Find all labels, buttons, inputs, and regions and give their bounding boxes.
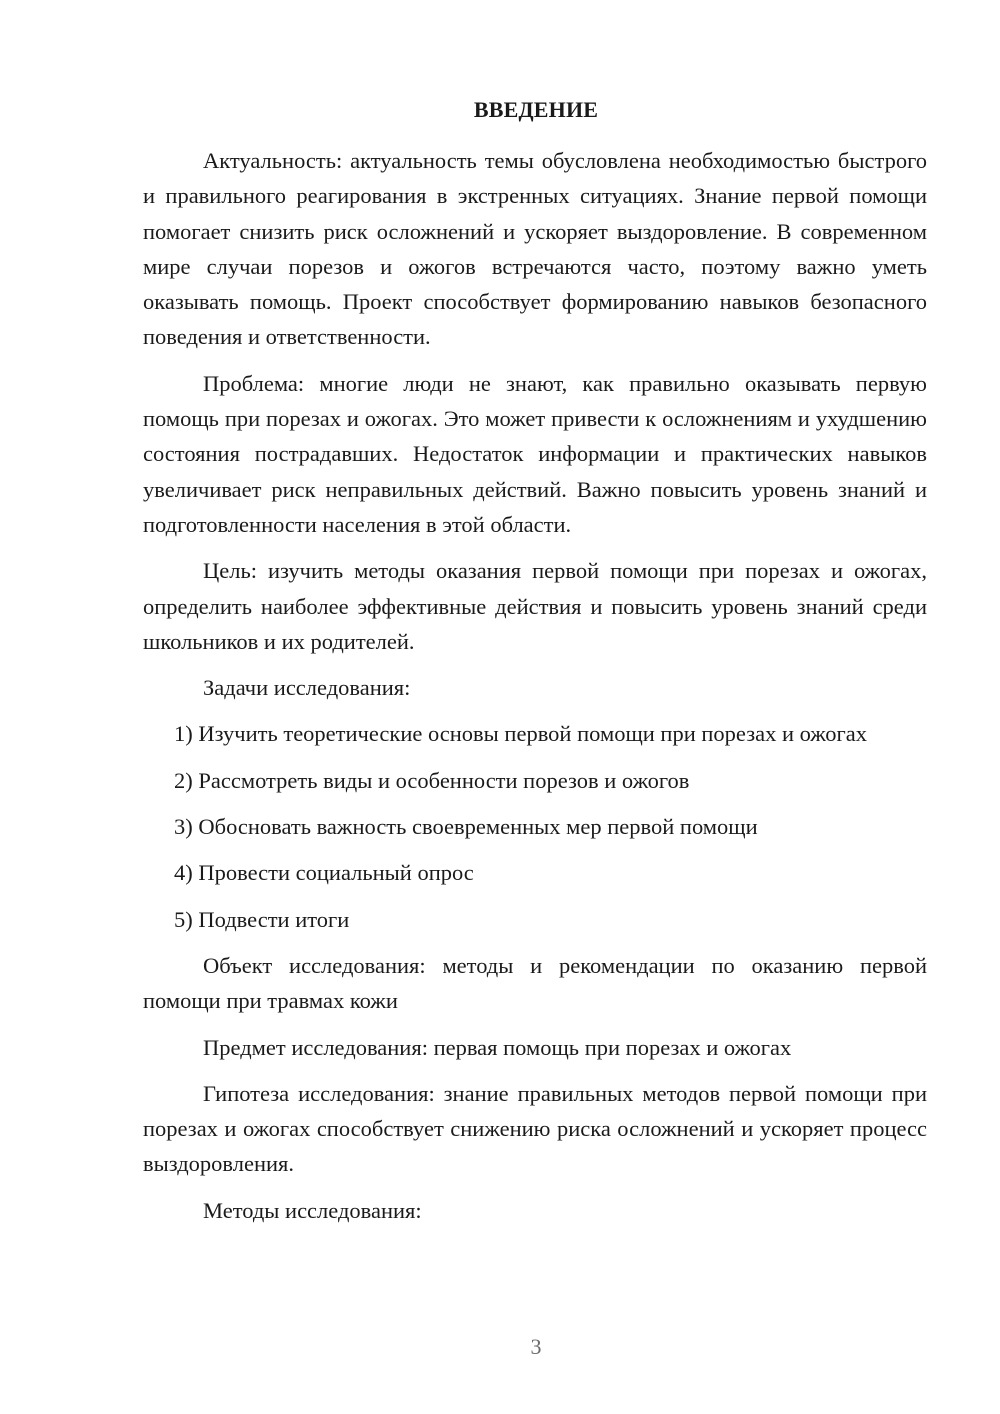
paragraph-methods: Методы исследования:	[203, 1197, 422, 1223]
task-item: 5) Подвести итоги	[174, 906, 350, 932]
page-number: 3	[530, 1334, 542, 1359]
task-list	[143, 716, 927, 936]
paragraph-goal: Цель: изучить методы оказания первой помощи при порезах и ожогах, определить наиболее эффективные действия и повысить уровень знаний среди школьников и их родителей.	[143, 558, 927, 654]
document-body	[143, 143, 927, 1239]
task-item: 4) Провести социальный опрос	[174, 860, 474, 886]
task-item: 1) Изучить теоретические основы первой помощи при порезах и ожогах	[174, 721, 867, 747]
page-title: ВВЕДЕНИЕ	[473, 97, 599, 122]
paragraph-problem: Проблема: многие люди не знают, как правильно оказывать первую помощь при порезах и ожогах. Это может привести к осложнениям и ухудшению состояния пострадавших. Недостаток информации и практических навыков увеличивает риск неправильных действий. Важно повысить уровень знаний и подготовленности населения в этой области.	[143, 370, 927, 537]
paragraph-tasks-heading: Задачи исследования:	[203, 675, 411, 701]
task-item: 2) Рассмотреть виды и особенности порезов и ожогов	[174, 767, 690, 793]
paragraph-relevance: Актуальность: актуальность темы обусловлена необходимостью быстрого и правильного реагирования в экстренных ситуациях. Знание первой помощи помогает снизить риск осложнений и ускоряет выздоровление. В современном мире случаи порезов и ожогов встречаются часто, поэтому важно уметь оказывать помощь. Проект способствует формированию навыков безопасного поведения и ответственности.	[143, 148, 927, 350]
paragraph-hypothesis: Гипотеза исследования: знание правильных методов первой помощи при порезах и ожогах способствует снижению риска осложнений и ускоряет процесс выздоровления.	[143, 1080, 927, 1177]
task-item: 3) Обосновать важность своевременных мер первой помощи	[174, 814, 758, 840]
paragraph-subject: Предмет исследования: первая помощь при порезах и ожогах	[203, 1034, 792, 1060]
paragraph-object: Объект исследования: методы и рекомендации по оказанию первой помощи при травмах кожи	[143, 952, 927, 1014]
